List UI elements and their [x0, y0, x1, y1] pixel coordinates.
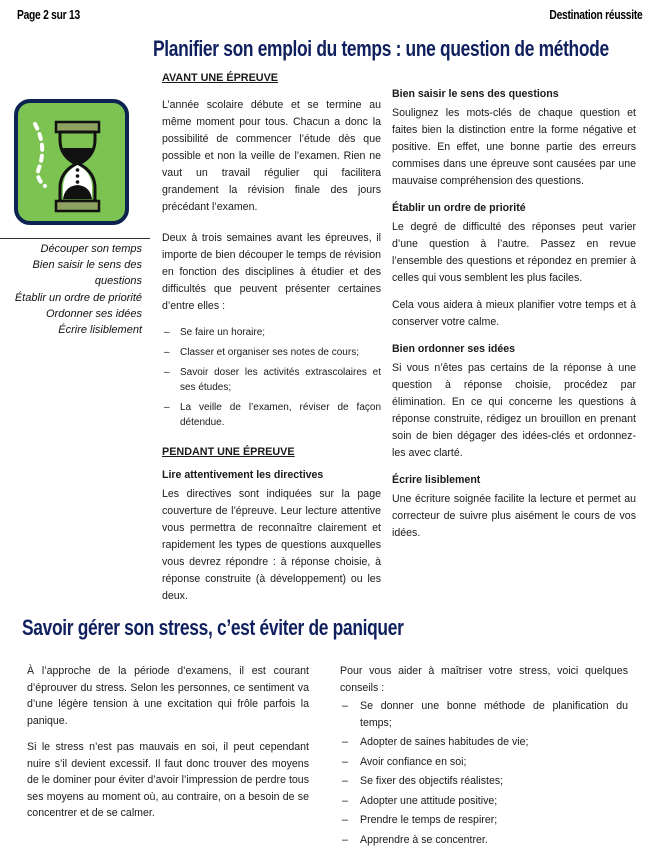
column-left	[162, 70, 381, 615]
paragraph: À l’approche de la période d’examens, il est courant d’éprouver du stress. Selon les personnes, ce sentiment va d’une légère tension à une excitation qui frôle parfois la panique.	[27, 665, 309, 727]
paragraph: Si le stress n’est pas mauvais en soi, il peut cependant nuire s’il devient excessif. Il faut donc trouver des moyens de le dominer pour éviter d’avoir l’impression de perdre tous ses moyens au moment où, au contraire, on a besoin de se concentrer et de se calmer.	[27, 741, 309, 819]
sidebar-item: Bien saisir le sens des questions	[32, 259, 142, 288]
section-title-stress: Savoir gérer son stress, c’est éviter de paniquer	[22, 615, 404, 640]
list-item: – Se fixer des objectifs réalistes;	[340, 773, 628, 790]
stress-left-column	[27, 663, 309, 832]
sidebar-divider	[0, 238, 150, 239]
paragraph: Les directives sont indiquées sur la page couverture de l’épreuve. Leur lecture attentive vous permettra de reconnaître clairement et rapidement les types de questions auxquelles vous devrez répondre : à réponse choisie, à réponse construite (à développement) ou les deux.	[162, 488, 381, 602]
list-item: – Savoir doser les activités extrascolaires et ses études;	[162, 365, 381, 395]
hourglass-icon	[13, 98, 130, 226]
subheading: Écrire lisiblement	[392, 474, 481, 486]
subheading: Bien ordonner ses idées	[392, 343, 516, 355]
subheading: Bien saisir le sens des questions	[392, 88, 559, 100]
paragraph: L’année scolaire débute et se termine au même moment pour tous. Chacun a donc la possibilité de commencer l’étude dès que possible et non la veille de l’examen. Rien ne vaut un travail régulier qui facilitera grandement la révision finale des jours précédant l’examen.	[162, 99, 381, 213]
sidebar-item: Ordonner ses idées	[46, 307, 142, 320]
sidebar-item: Écrire lisiblement	[58, 324, 142, 337]
list-item: – Classer et organiser ses notes de cours;	[162, 345, 381, 360]
paragraph: Si vous n’êtes pas certains de la réponse à une question à réponse choisie, procédez par élimination. En ce qui concerne les questions à réponse construite, rédigez un brouillon en prenant soin de bien dégager des idées-clés et ordonnez-les avec clarté.	[392, 362, 636, 459]
list-item: – Se faire un horaire;	[162, 325, 381, 340]
list-item: – Adopter de saines habitudes de vie;	[340, 734, 628, 751]
sidebar-summary	[0, 241, 142, 338]
list-item: – Prendre le temps de respirer;	[340, 812, 628, 829]
paragraph: Deux à trois semaines avant les épreuves, il importe de bien découper le temps de révision en fonction des disciplines à étudier et des difficultés que peuvent présenter certaines d’entre elles :	[162, 232, 381, 312]
page-number: Page 2 sur 13	[17, 8, 80, 22]
subheading: Lire attentivement les directives	[162, 469, 324, 481]
stress-tips-list	[340, 698, 628, 848]
section-title-planning: Planifier son emploi du temps : une question de méthode	[153, 36, 609, 61]
paragraph: Pour vous aider à maîtriser votre stress, voici quelques conseils :	[340, 665, 628, 694]
before-exam-list	[162, 325, 381, 430]
stress-right-column	[340, 663, 628, 862]
heading-before-exam: AVANT UNE ÉPREUVE	[162, 72, 278, 84]
list-item: – Avoir confiance en soi;	[340, 754, 628, 771]
sidebar-item: Découper son temps	[40, 243, 142, 255]
column-right	[392, 86, 636, 552]
paragraph: Le degré de difficulté des réponses peut varier d’une question à l’autre. Passez en revue l’ensemble des questions et répondez en premier à celles qui vous semblent les plus faciles.	[392, 221, 636, 284]
heading-during-exam: PENDANT UNE ÉPREUVE	[162, 446, 295, 458]
sidebar-item: Établir un ordre de priorité	[14, 291, 142, 304]
list-item: – La veille de l’examen, réviser de façon détendue.	[162, 400, 381, 430]
publication-name: Destination réussite	[548, 8, 642, 22]
list-item: – Se donner une bonne méthode de planification du temps;	[340, 698, 628, 731]
paragraph: Cela vous aidera à mieux planifier votre temps et à conserver votre calme.	[392, 299, 636, 328]
list-item: – Apprendre à se concentrer.	[340, 832, 628, 849]
list-item: – Adopter une attitude positive;	[340, 793, 628, 810]
subheading: Établir un ordre de priorité	[392, 202, 526, 214]
paragraph: Une écriture soignée facilite la lecture et permet au correcteur de suivre plus aisément le cours de vos idées.	[392, 493, 636, 539]
paragraph: Soulignez les mots-clés de chaque question et faites bien la distinction entre la forme négative et positive. En effet, une bonne partie des erreurs commises dans une épreuve sont causées par une mauvaise compréhension des questions.	[392, 107, 636, 187]
